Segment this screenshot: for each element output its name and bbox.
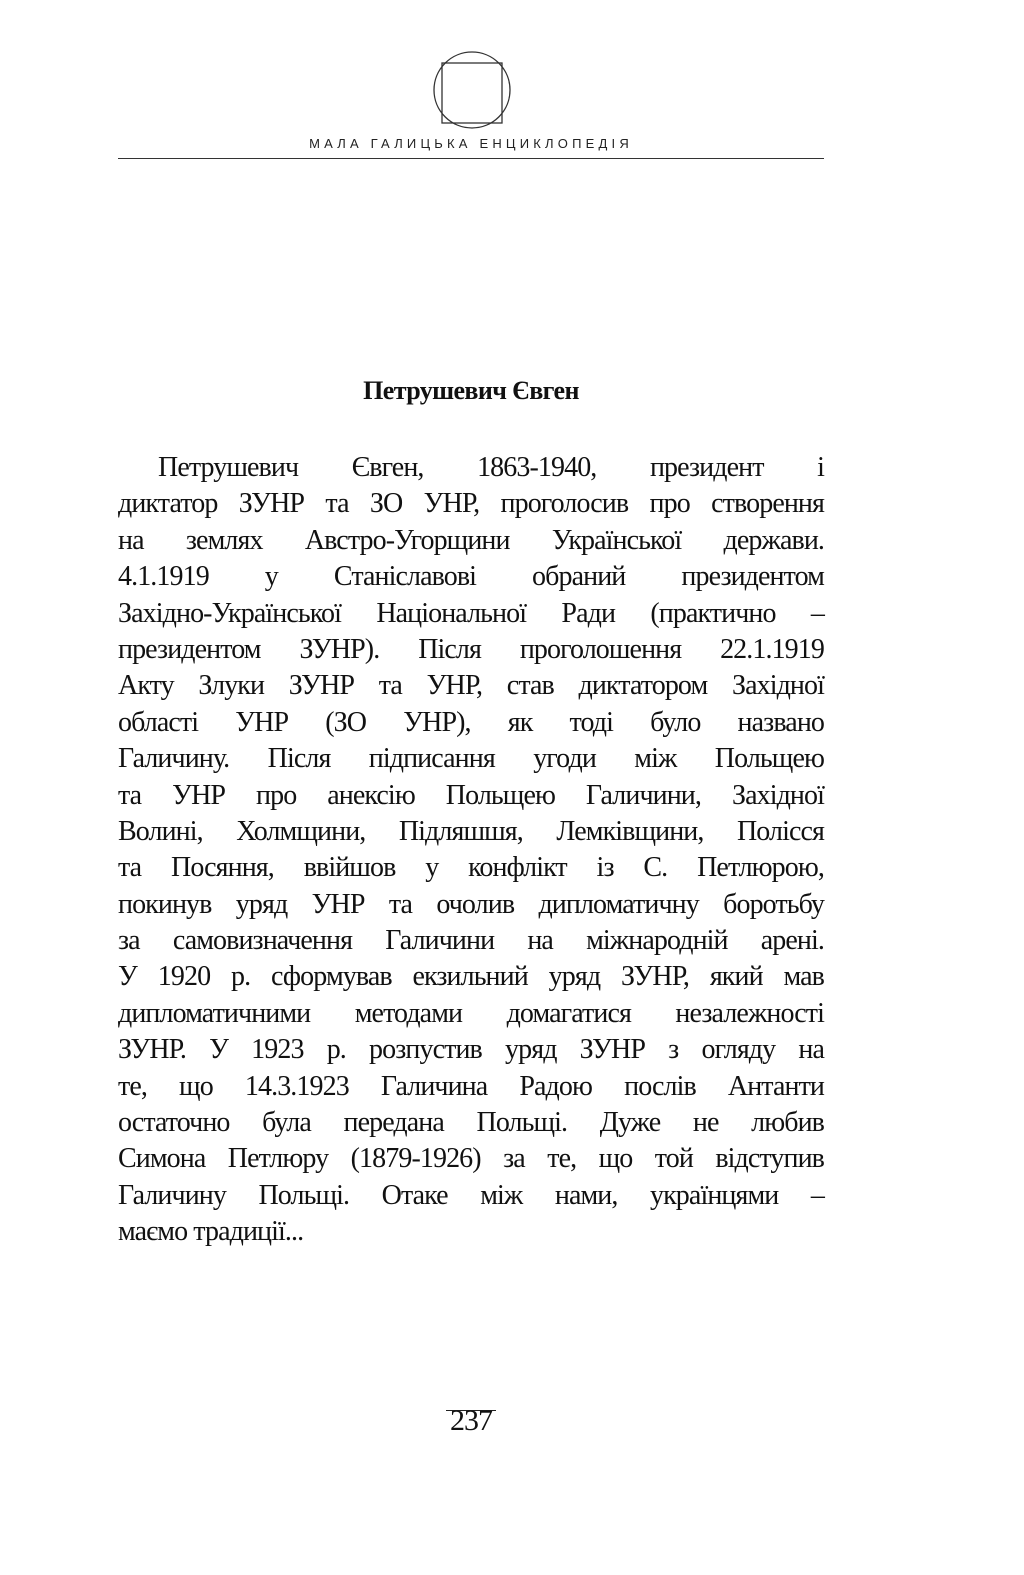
circle-square-icon bbox=[432, 50, 512, 130]
body-line: Західно-Української Національної Ради (практично – bbox=[118, 597, 824, 629]
body-line: Акту Злуки ЗУНР та УНР, став диктатором Західної bbox=[118, 670, 824, 702]
body-line: Галичину. Після підписання угоди між Польщею bbox=[118, 743, 824, 775]
body-line: остаточно була передана Польщі. Дуже не любив bbox=[118, 1107, 824, 1139]
body-line: дипломатичними методами домагатися незалежності bbox=[118, 997, 824, 1029]
header-rule bbox=[118, 158, 824, 159]
body-line: диктатор ЗУНР та ЗО УНР, проголосив про створення bbox=[118, 488, 824, 520]
body-line: Петрушевич Євген, 1863-1940, президент і bbox=[158, 452, 824, 483]
article-body bbox=[118, 450, 824, 1251]
body-line: ЗУНР. У 1923 р. розпустив уряд ЗУНР з огляду на bbox=[118, 1034, 824, 1066]
body-line: та УНР про анексію Польщею Галичини, Західної bbox=[118, 779, 824, 811]
running-head: МАЛА ГАЛИЦЬКА ЕНЦИКЛОПЕДІЯ bbox=[309, 136, 633, 151]
body-line: Симона Петлюру (1879-1926) за те, що той відступив bbox=[118, 1143, 824, 1175]
body-line: на землях Австро-Угорщини Української держави. bbox=[118, 524, 824, 556]
body-line: області УНР (ЗО УНР), як тоді було названо bbox=[118, 706, 824, 738]
body-line: та Посяння, ввійшов у конфлікт із С. Петлюрою, bbox=[118, 852, 824, 884]
body-line: 4.1.1919 у Станіславові обраний президентом bbox=[118, 561, 824, 593]
body-line: покинув уряд УНР та очолив дипломатичну боротьбу bbox=[118, 888, 824, 920]
body-line-last: маємо традиції... bbox=[118, 1216, 304, 1248]
page-number: 237 bbox=[450, 1404, 492, 1437]
body-line: У 1920 р. сформував екзильний уряд ЗУНР, який мав bbox=[118, 961, 824, 993]
body-line: Волині, Холмщини, Підляшшя, Лемківщини, Полісся bbox=[118, 815, 824, 847]
article-title: Петрушевич Євген bbox=[363, 376, 579, 405]
body-line: за самовизначення Галичини на міжнародній арені. bbox=[118, 925, 824, 957]
body-line: Галичину Польщі. Отаке між нами, українцями – bbox=[118, 1179, 824, 1211]
body-line: те, що 14.3.1923 Галичина Радою послів Антанти bbox=[118, 1070, 824, 1102]
body-line: президентом ЗУНР). Після проголошення 22.1.1919 bbox=[118, 633, 824, 665]
